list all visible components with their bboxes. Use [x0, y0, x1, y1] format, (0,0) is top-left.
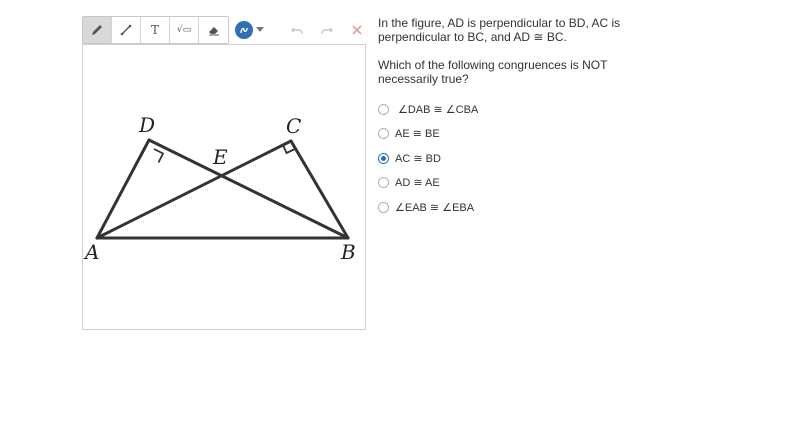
drawing-toolbar	[82, 16, 372, 43]
question-panel	[378, 16, 668, 100]
radio-button[interactable]	[378, 128, 389, 139]
tool-group	[82, 16, 229, 44]
right-angle-d	[154, 149, 163, 163]
segment-ad	[97, 140, 149, 238]
choice-option[interactable]	[378, 171, 478, 196]
radio-button[interactable]	[378, 104, 389, 115]
eraser-tool-button[interactable]	[199, 17, 228, 43]
point-label-e: E	[213, 145, 228, 169]
choice-option[interactable]	[378, 97, 478, 122]
sqrt-tool-button[interactable]	[170, 17, 199, 43]
question-prompt: Which of the following congruences is NOT necessarily true?	[378, 58, 608, 86]
pen-color-icon	[238, 24, 250, 36]
point-label-b: B	[341, 240, 356, 264]
line-tool-button[interactable]	[112, 17, 141, 43]
drawing-canvas[interactable]	[82, 44, 366, 330]
choice-option[interactable]	[378, 146, 478, 171]
text-tool-button[interactable]	[141, 17, 170, 43]
clear-button[interactable]	[342, 17, 372, 43]
line-icon	[119, 23, 133, 37]
choice-label: AD ≅ AE	[395, 177, 440, 190]
radio-button-selected[interactable]	[378, 153, 389, 164]
segment-ac	[97, 141, 291, 238]
undo-button[interactable]	[282, 17, 312, 43]
point-label-d: D	[139, 113, 156, 137]
choice-option[interactable]	[378, 195, 478, 220]
choice-label: AE ≅ BE	[395, 128, 440, 141]
point-label-c: C	[286, 114, 302, 138]
clear-icon	[350, 23, 364, 37]
pencil-icon	[90, 23, 104, 37]
choice-option[interactable]	[378, 122, 478, 147]
choice-label: ∠EAB ≅ ∠EBA	[395, 201, 475, 214]
choice-label: ∠DAB ≅ ∠CBA	[398, 103, 479, 116]
eraser-icon	[207, 23, 221, 37]
point-label-a: A	[85, 240, 100, 264]
text-icon: T	[150, 22, 159, 37]
radio-button[interactable]	[378, 202, 389, 213]
geometry-figure	[83, 45, 367, 331]
choice-label: AC ≅ BD	[395, 152, 441, 165]
pencil-tool-button[interactable]	[83, 17, 112, 43]
answer-choices	[378, 97, 478, 220]
color-picker[interactable]	[235, 21, 264, 39]
sqrt-icon: √▭	[176, 24, 192, 35]
chevron-down-icon	[256, 27, 264, 32]
color-swatch[interactable]	[235, 21, 253, 39]
redo-icon	[320, 23, 334, 37]
redo-button[interactable]	[312, 17, 342, 43]
radio-button[interactable]	[378, 177, 389, 188]
undo-icon	[290, 23, 304, 37]
question-stem: In the figure, AD is perpendicular to BD, AC is perpendicular to BC, and AD ≅ BC.	[378, 16, 621, 44]
